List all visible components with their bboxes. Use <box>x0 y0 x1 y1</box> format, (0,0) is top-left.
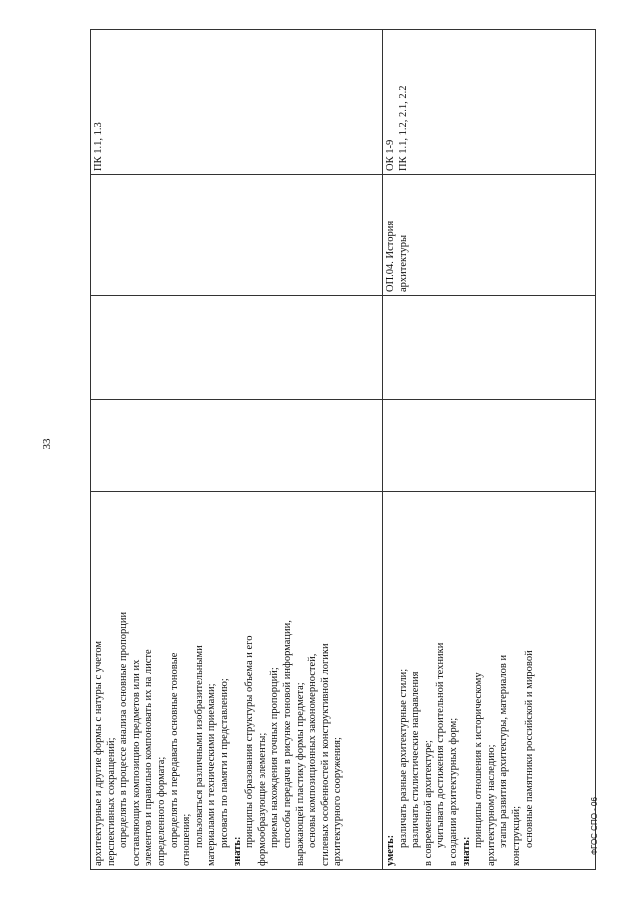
text-line: материалами и техническими приемами; <box>206 683 218 866</box>
text-line: определять и передавать основные тоновые <box>168 652 180 848</box>
text-line: составляющих композицию предметов или их <box>130 659 142 866</box>
discipline-cell: ОП.04. История архитектуры <box>383 175 596 296</box>
text-line: учитывать достижения строительной техники <box>435 642 447 848</box>
text-line: архитектурному наследию; <box>485 744 497 866</box>
competency-cell: ПК 1.1, 1.3 <box>91 30 383 175</box>
hours-cell <box>91 400 383 492</box>
text-line: знать: <box>460 836 472 866</box>
text-line: этапы развития архитектуры, материалов и <box>498 654 510 848</box>
text-line: основы композиционных закономерностей, <box>307 653 319 848</box>
table-row <box>91 30 383 870</box>
text-line: принципы образования структуры объема и его <box>244 635 256 848</box>
text-line: выражающей пластику формы предмета; <box>294 682 306 866</box>
text-line: конструкций; <box>510 805 522 866</box>
text-line: пользоваться различными изобразительными <box>193 645 205 848</box>
text-line: отношения; <box>181 813 193 866</box>
text-line: рисовать по памяти и представлению; <box>218 678 230 848</box>
competency-cell: ОК 1-9 ПК 1.1, 1.2, 2.1, 2.2 <box>383 30 596 175</box>
text-line: различать стилистические направления <box>410 671 422 848</box>
text-line: способы передачи в рисунке тоновой информации, <box>281 620 293 848</box>
discipline-cell <box>91 175 383 296</box>
hours-cell <box>91 296 383 400</box>
text-line: в современной архитектуре; <box>422 740 434 866</box>
text-line: в создании архитектурных форм; <box>447 717 459 866</box>
text-line: приемы нахождения точных пропорций; <box>269 667 281 848</box>
text-line: определять в процессе анализа основные пропорции <box>118 611 130 848</box>
text-line: принципы отношения к историческому <box>473 672 485 848</box>
requirements-cell <box>383 492 596 870</box>
table-row <box>383 30 596 870</box>
footer-text: ФГОС СПО - 06 <box>590 797 599 855</box>
text-line: знать: <box>231 836 243 866</box>
text-line: архитектурного сооружения; <box>332 737 344 866</box>
text-line: уметь: <box>385 834 396 866</box>
text-line: различать разные архитектурные стили; <box>397 668 409 848</box>
text-line: формообразующие элементы; <box>256 732 268 866</box>
text-line: стилевых особенностей и конструктивной логики <box>319 643 331 866</box>
text-line: перспективных сокращений; <box>105 737 117 866</box>
requirements-cell <box>91 492 383 870</box>
page-number: 33 <box>41 438 53 450</box>
hours-cell <box>383 400 596 492</box>
rotated-page-content <box>90 30 595 870</box>
text-line: основные памятники российской и мировой <box>523 650 535 848</box>
hours-cell <box>383 296 596 400</box>
competency-table <box>90 29 596 870</box>
text-line: элементов и правильно компоновать их на листе <box>143 649 155 866</box>
text-line: определенного формата; <box>155 756 167 866</box>
text-line: архитектурные и другие формы с натуры с учетом <box>93 640 104 866</box>
